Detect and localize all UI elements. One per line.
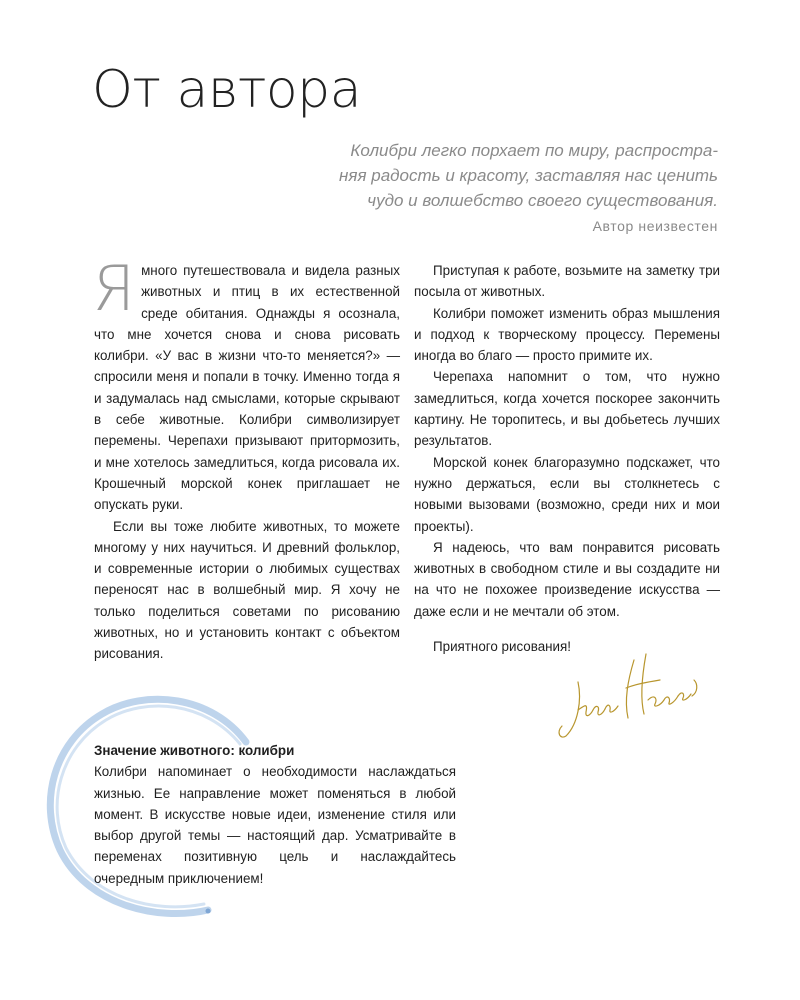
author-signature bbox=[548, 640, 708, 750]
epigraph-line: Колибри легко порхает по миру, распростра- bbox=[350, 141, 718, 160]
epigraph-quote bbox=[258, 138, 718, 213]
drop-cap: Я bbox=[92, 252, 136, 325]
epigraph-line: чудо и волшебство своего существования. bbox=[367, 191, 718, 210]
note-title: Значение животного: колибри bbox=[94, 743, 295, 758]
epigraph-author: Автор неизвестен bbox=[592, 218, 718, 234]
body-paragraph: Черепаха напомнит о том, что нужно замедлиться, когда хочется поскорее закончить картину. Не торопитесь, и вы добьетесь лучших результатов. bbox=[414, 369, 720, 449]
body-paragraph: Колибри поможет изменить образ мышления и подход к творческому процессу. Перемены иногда во благо — просто примите их. bbox=[414, 305, 720, 364]
body-paragraph: Я надеюсь, что вам понравится рисовать животных в свободном стиле и вы создадите ни на что не похожее произведение искусства — даже если и не мечтали об этом. bbox=[414, 539, 720, 619]
left-column bbox=[92, 252, 400, 665]
page-title: От автора bbox=[92, 60, 362, 120]
animal-meaning-note bbox=[94, 740, 456, 889]
body-paragraph: Если вы тоже любите животных, то можете многому у них научиться. И древний фольклор, и современные истории о любимых существах переносят нас в волшебный мир. Я хочу не только поделиться советами по рисованию животных, но и установить контакт с объектом рисования. bbox=[94, 518, 400, 662]
intro-paragraph-text: много путешествовала и видела разных животных и птиц в их естественной среде обитания. Однажды я осознала, что мне хочется снова и снова рисовать колибри. «У вас в жизни что-то меняется?» — спросили меня и попали в точку. Именно тогда я и задумалась над смыслами, которые скрывают в себе животные. Колибри символизирует перемены. Черепахи призывают притормозить, и мне хотелось замедлиться, когда рисовала их. Крошечный морской конек приглашает не опускать руки. bbox=[94, 263, 400, 513]
note-body: Колибри напоминает о необходимости наслаждаться жизнью. Ее направление может поменяться в любой момент. В искусстве новые идеи, изменение стиля или выбор другой темы — настоящий дар. Усматривайте в переменах позитивную цель и наслаждайтесь очередным приключением! bbox=[94, 764, 456, 886]
epigraph-line: няя радость и красоту, заставляя нас ценить bbox=[339, 166, 718, 185]
intro-paragraph bbox=[92, 252, 400, 516]
body-paragraph: Приступая к работе, возьмите на заметку три посыла от животных. bbox=[414, 263, 720, 300]
body-paragraph: Морской конек благоразумно подскажет, что нужно держаться, если вы столкнетесь с новыми вызовами (возможно, среди них и мои проекты). bbox=[414, 454, 720, 534]
sign-off: Приятного рисования! bbox=[433, 639, 572, 655]
right-column bbox=[414, 260, 720, 657]
